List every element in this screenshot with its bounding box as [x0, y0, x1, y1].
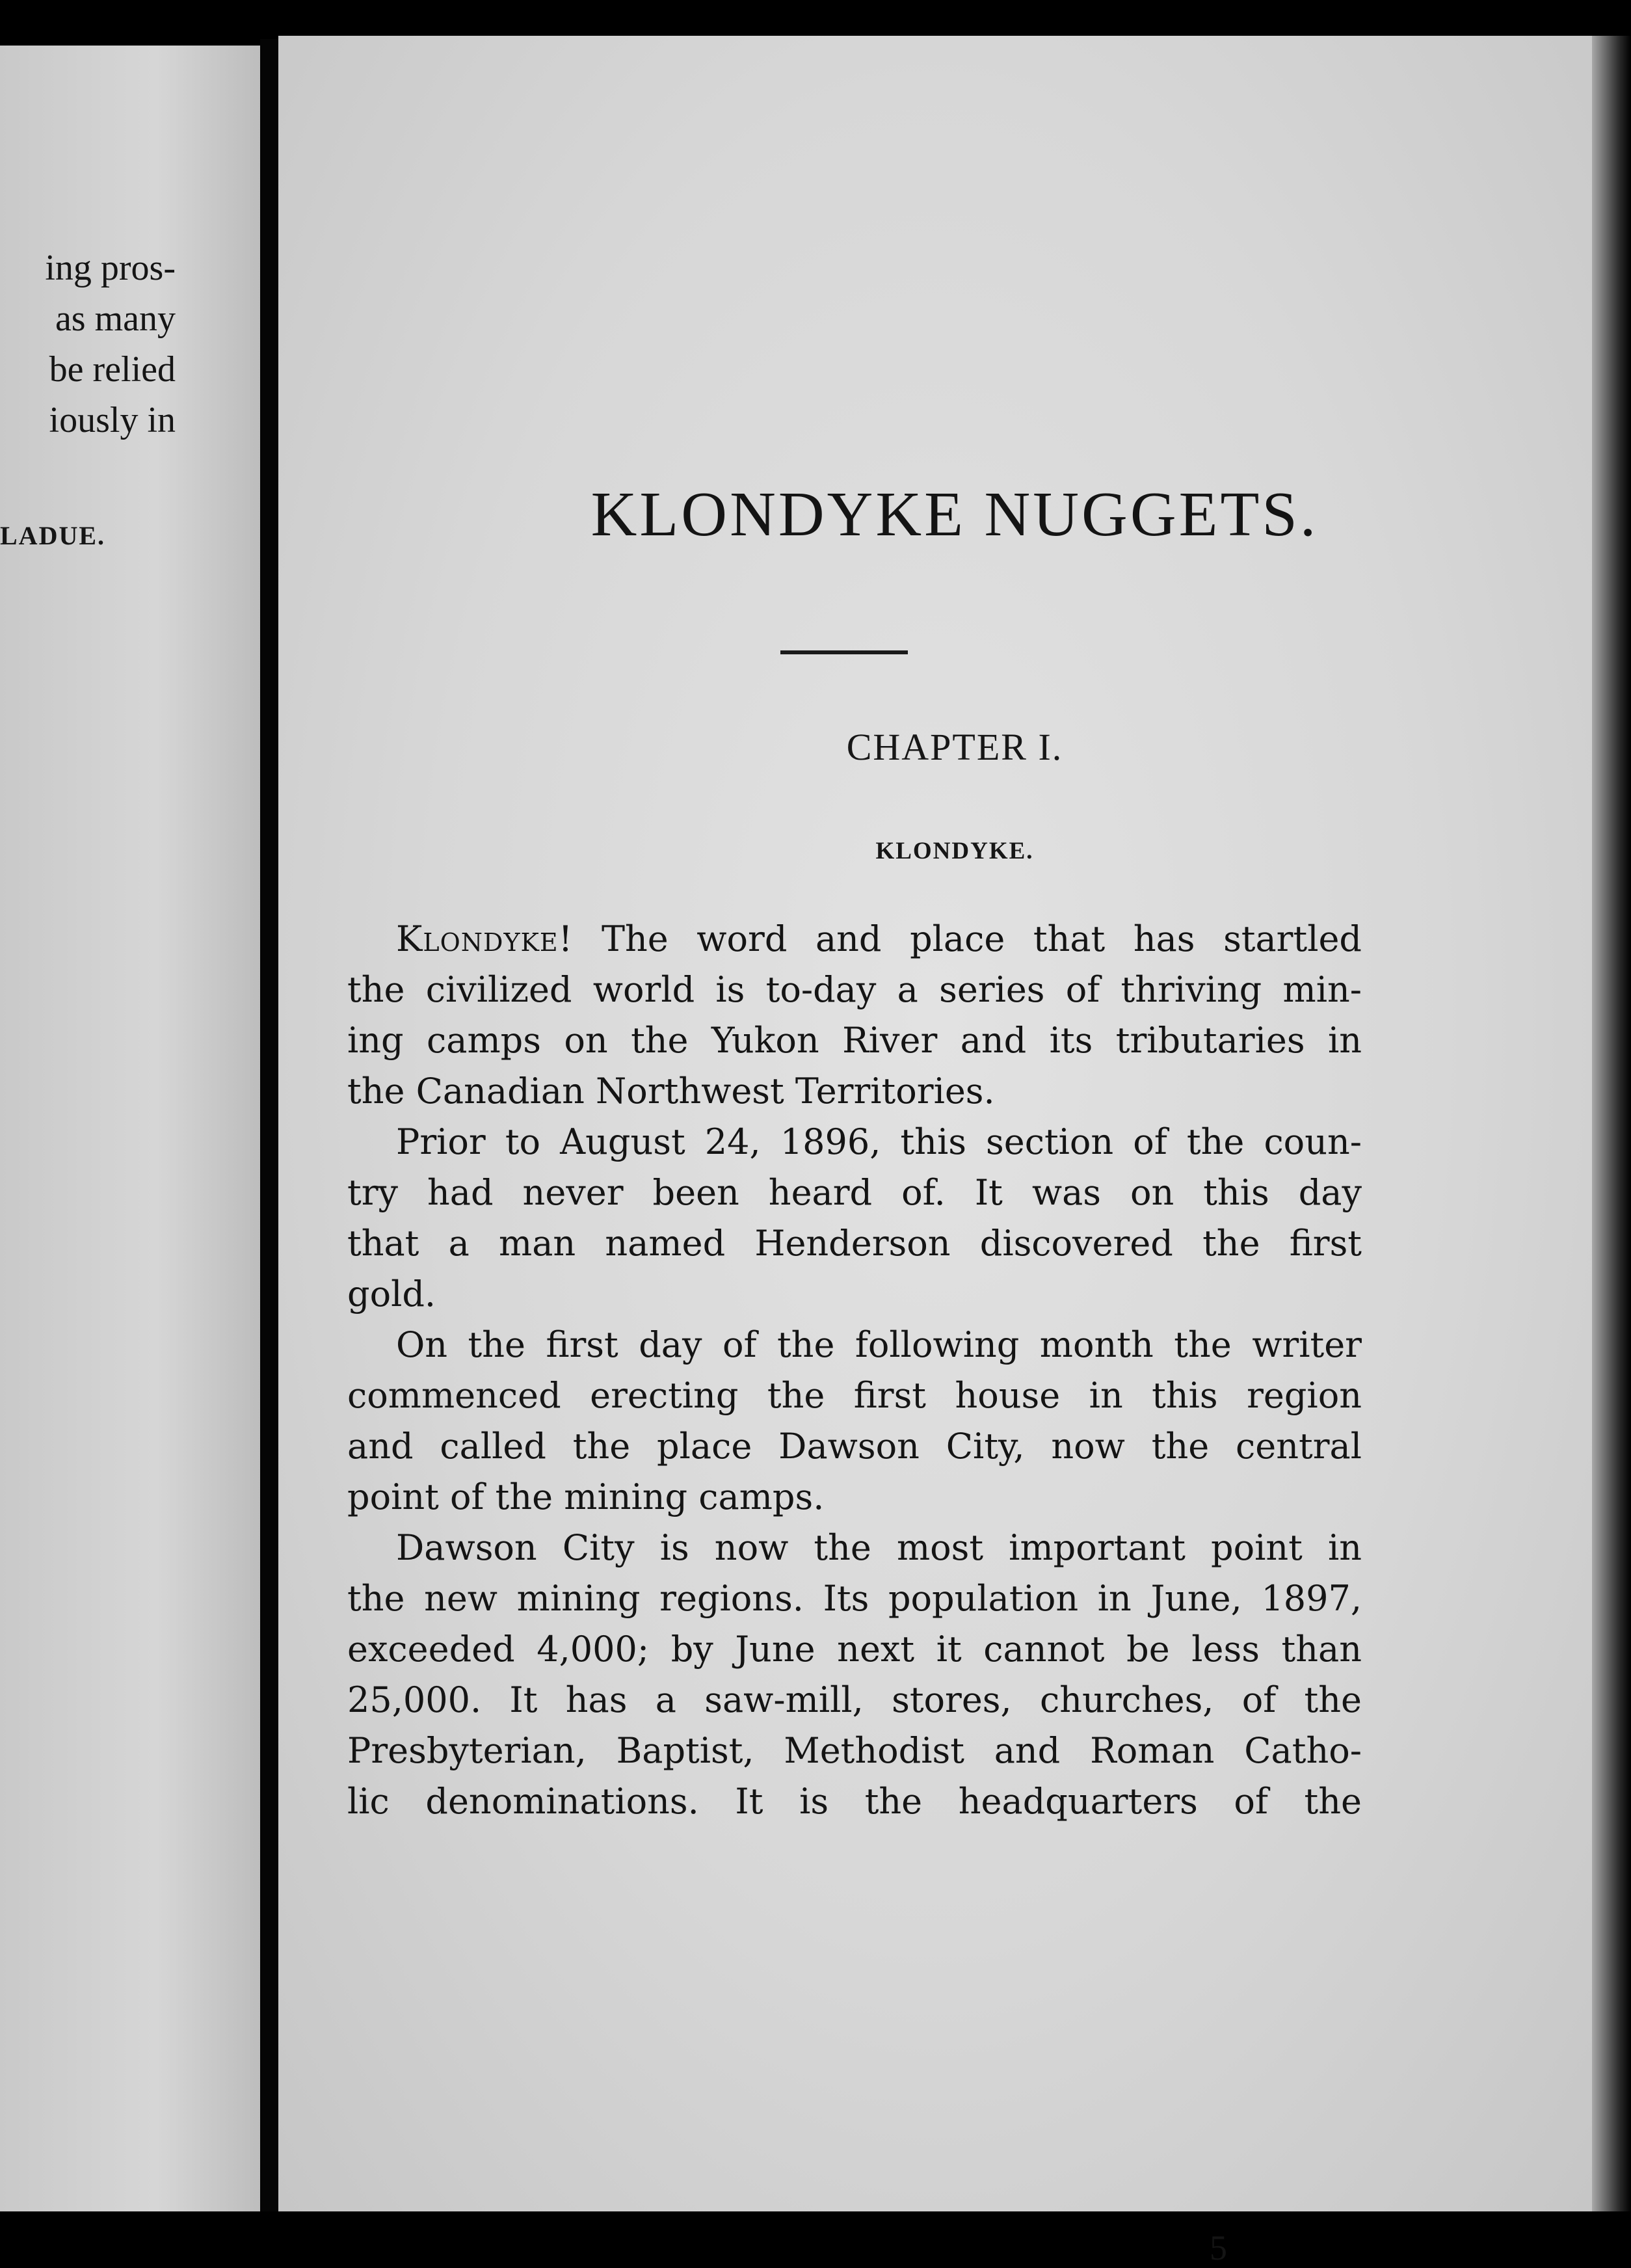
- paragraph-line: exceeded 4,000; by June next it cannot be less than: [347, 1629, 1362, 1670]
- paragraph-line: lic denominations. It is the headquarters of the: [347, 1781, 1362, 1822]
- chapter-heading: CHAPTER I.: [846, 726, 1063, 768]
- paragraph-line: gold.: [347, 1274, 436, 1314]
- paragraph-line: Prior to August 24, 1896, this section of the coun-: [396, 1121, 1362, 1162]
- facing-line: iously in: [49, 400, 176, 440]
- paragraph-line: Dawson City is now the most important point in: [396, 1527, 1362, 1568]
- page-number: 5: [1210, 2228, 1227, 2267]
- facing-page-signature: LADUE.: [0, 521, 106, 550]
- paragraph-line: and called the place Dawson City, now the central: [347, 1426, 1362, 1467]
- book-page: [278, 36, 1592, 2211]
- paragraph-line: that a man named Henderson discovered the first: [347, 1223, 1362, 1264]
- facing-line: as many: [55, 299, 176, 339]
- facing-page: [0, 46, 260, 2211]
- page-edge-shadow: [1592, 36, 1631, 2211]
- paragraph-line: [347, 914, 1362, 965]
- paragraph-line: 25,000. It has a saw-mill, stores, churches, of the: [347, 1679, 1362, 1720]
- paragraph-line: Presbyterian, Baptist, Methodist and Roman Catho-: [347, 1730, 1362, 1771]
- page-title: KLONDYKE NUGGETS.: [590, 479, 1319, 550]
- title-divider: [780, 650, 908, 654]
- facing-line: ing pros-: [45, 248, 176, 288]
- paragraph-line: the Canadian Northwest Territories.: [347, 1071, 995, 1112]
- body-text: [347, 914, 1362, 1827]
- paragraph-line: the civilized world is to-day a series of thriving min-: [347, 969, 1362, 1010]
- book-gutter: [260, 39, 278, 2211]
- paragraph-line: the new mining regions. Its population in June, 1897,: [347, 1578, 1362, 1619]
- section-heading: KLONDYKE.: [875, 838, 1034, 864]
- line-text: The word and place that has startled: [573, 918, 1362, 959]
- paragraph-line: On the first day of the following month the writer: [396, 1324, 1362, 1365]
- paragraph-line: try had never been heard of. It was on this day: [347, 1172, 1362, 1213]
- paragraph-line: point of the mining camps.: [347, 1476, 825, 1517]
- paragraph-line: ing camps on the Yukon River and its tributaries in: [347, 1020, 1362, 1061]
- facing-line: be relied: [49, 349, 176, 390]
- lead-word: Klondyke!: [396, 918, 574, 959]
- facing-page-text: [0, 241, 176, 444]
- paragraph-line: commenced erecting the first house in this region: [347, 1375, 1362, 1416]
